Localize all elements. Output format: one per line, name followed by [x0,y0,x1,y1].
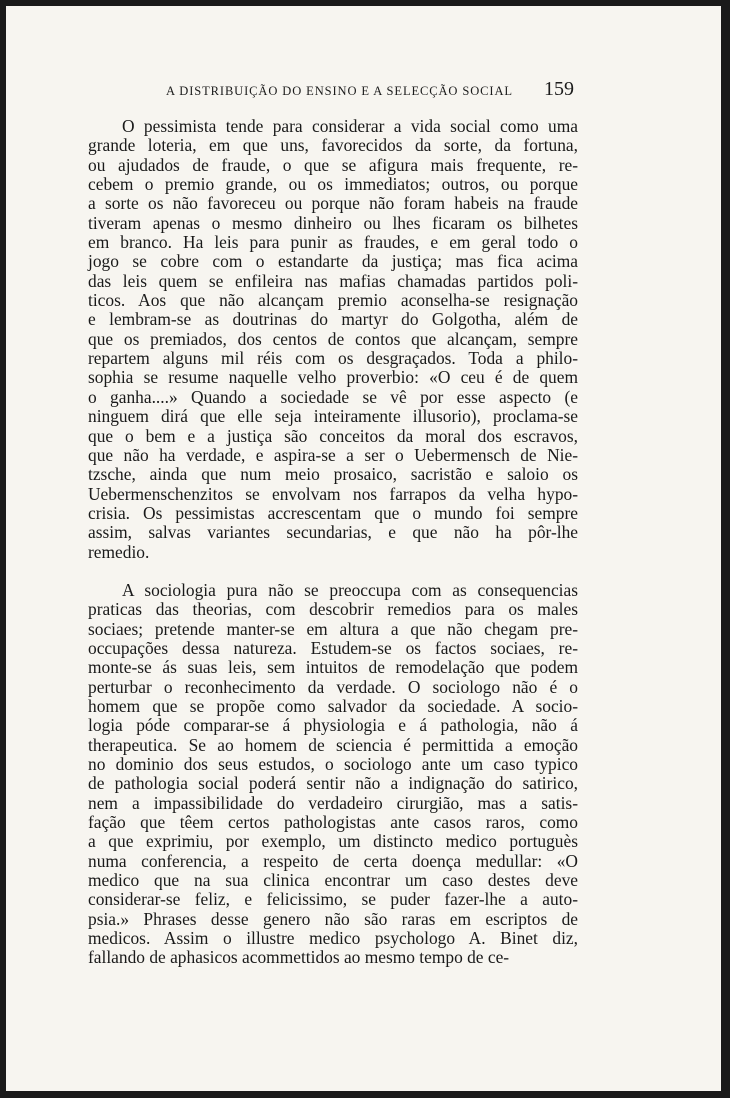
text-line: cebem o premio grande, ou os immediatos; outros, ou porque [88,174,578,195]
text-line: jogo se cobre com o estandarte da justiça; mas fica acima [88,251,578,272]
text-line: e lembram-se as doutrinas do martyr do Golgotha, além de [88,309,578,330]
text-line: considerar-se feliz, e felicissimo, se puder fazer-lhe a auto- [88,889,578,910]
text-line: ou ajudados de fraude, o que se afigura mais frequente, re- [88,154,578,175]
text-line: em branco. Ha leis para punir as fraudes, e em geral todo o [88,232,578,253]
text-line: praticas das theorias, com descobrir remedios para os males [88,599,578,620]
text-line: monte-se ás suas leis, sem intuitos de remodelação que podem [88,657,578,678]
text-line: therapeutica. Se ao homem de sciencia é permittida a emoção [88,734,578,755]
text-line: o ganha....» Quando a sociedade se vê por esse aspecto (e [88,386,578,407]
text-line: medicos. Assim o illustre medico psychologo A. Binet diz, [88,928,578,949]
text-line: Uebermenschenzitos se envolvam nos farrapos da velha hypo- [88,483,578,504]
paragraph-1 [88,117,578,562]
text-line: que o bem e a justiça são conceitos da moral dos escravos, [88,425,578,446]
text-line: grande loteria, em que uns, favorecidos da sorte, da fortuna, [88,135,578,156]
text-line: no dominio dos seus estudos, o sociologo ante um caso typico [88,754,578,774]
page-number: 159 [544,78,574,100]
text-line: a sorte os não favoreceu ou porque não foram habeis na fraude [88,193,578,214]
text-line: de pathologia social poderá sentir não a indignação do satirico, [88,773,578,794]
text-line: remedio. [88,541,150,562]
text-line: crisia. Os pessimistas accrescentam que o mundo foi sempre [88,502,578,523]
text-line: que não ha verdade, e aspira-se a ser o Uebermensch de Nie- [88,444,578,465]
text-line: ninguem dirá que elle seja inteiramente illusorio), proclama-se [88,406,578,427]
running-title: A DISTRIBUIÇÃO DO ENSINO E A SELECÇÃO SOCIAL [166,84,513,98]
text-line: assim, salvas variantes secundarias, e que não ha pôr-lhe [88,522,578,543]
page-header [86,78,576,104]
text-line: a que exprimiu, por exemplo, um distincto medico portuguès [88,831,578,852]
text-line: fação que têem certos pathologistas ante casos raros, como [88,812,578,833]
body-text [88,117,578,968]
text-line: fallando de aphasicos acommettidos ao mesmo tempo de ce- [88,947,510,968]
text-line: occupações dessa natureza. Estudem-se os factos sociaes, re- [88,637,578,658]
text-line: O pessimista tende para considerar a vida social como uma [122,116,578,136]
text-line: que os premiados, dos centos de contos que alcançam, sempre [88,328,578,349]
text-line: perturbar o reconhecimento da verdade. O sociologo não é o [88,676,578,697]
text-line: numa conferencia, a respeito de certa doença medullar: «O [88,850,578,871]
book-page [6,6,721,1091]
text-line: sociaes; pretende manter-se em altura a que não chegam pre- [88,618,578,639]
text-line: tiveram apenas o mesmo dinheiro ou lhes ficaram os bilhetes [88,212,578,233]
paragraph-2 [88,581,578,968]
text-line: psia.» Phrases desse genero não são raras em escriptos de [88,908,578,929]
text-line: homem que se propõe como salvador da sociedade. A socio- [88,695,578,716]
text-line: logia póde comparar-se á physiologia e á pathologia, não á [88,715,578,736]
text-line: nem a impassibilidade do verdadeiro cirurgião, mas a satis- [88,792,578,813]
text-line: repartem alguns mil réis com os desgraçados. Toda a philo- [88,348,578,369]
text-line: tzsche, ainda que num meio prosaico, sacristão e saloio os [88,464,578,485]
text-line: sophia se resume naquelle velho proverbio: «O ceu é de quem [88,367,578,388]
text-line: ticos. Aos que não alcançam premio aconselha-se resignação [88,290,578,311]
text-line: A sociologia pura não se preoccupa com as consequencias [122,579,578,600]
text-line: medico que na sua clinica encontrar um caso destes deve [88,870,578,891]
text-line: das leis quem se enfileira nas mafias chamadas partidos poli- [88,270,578,291]
